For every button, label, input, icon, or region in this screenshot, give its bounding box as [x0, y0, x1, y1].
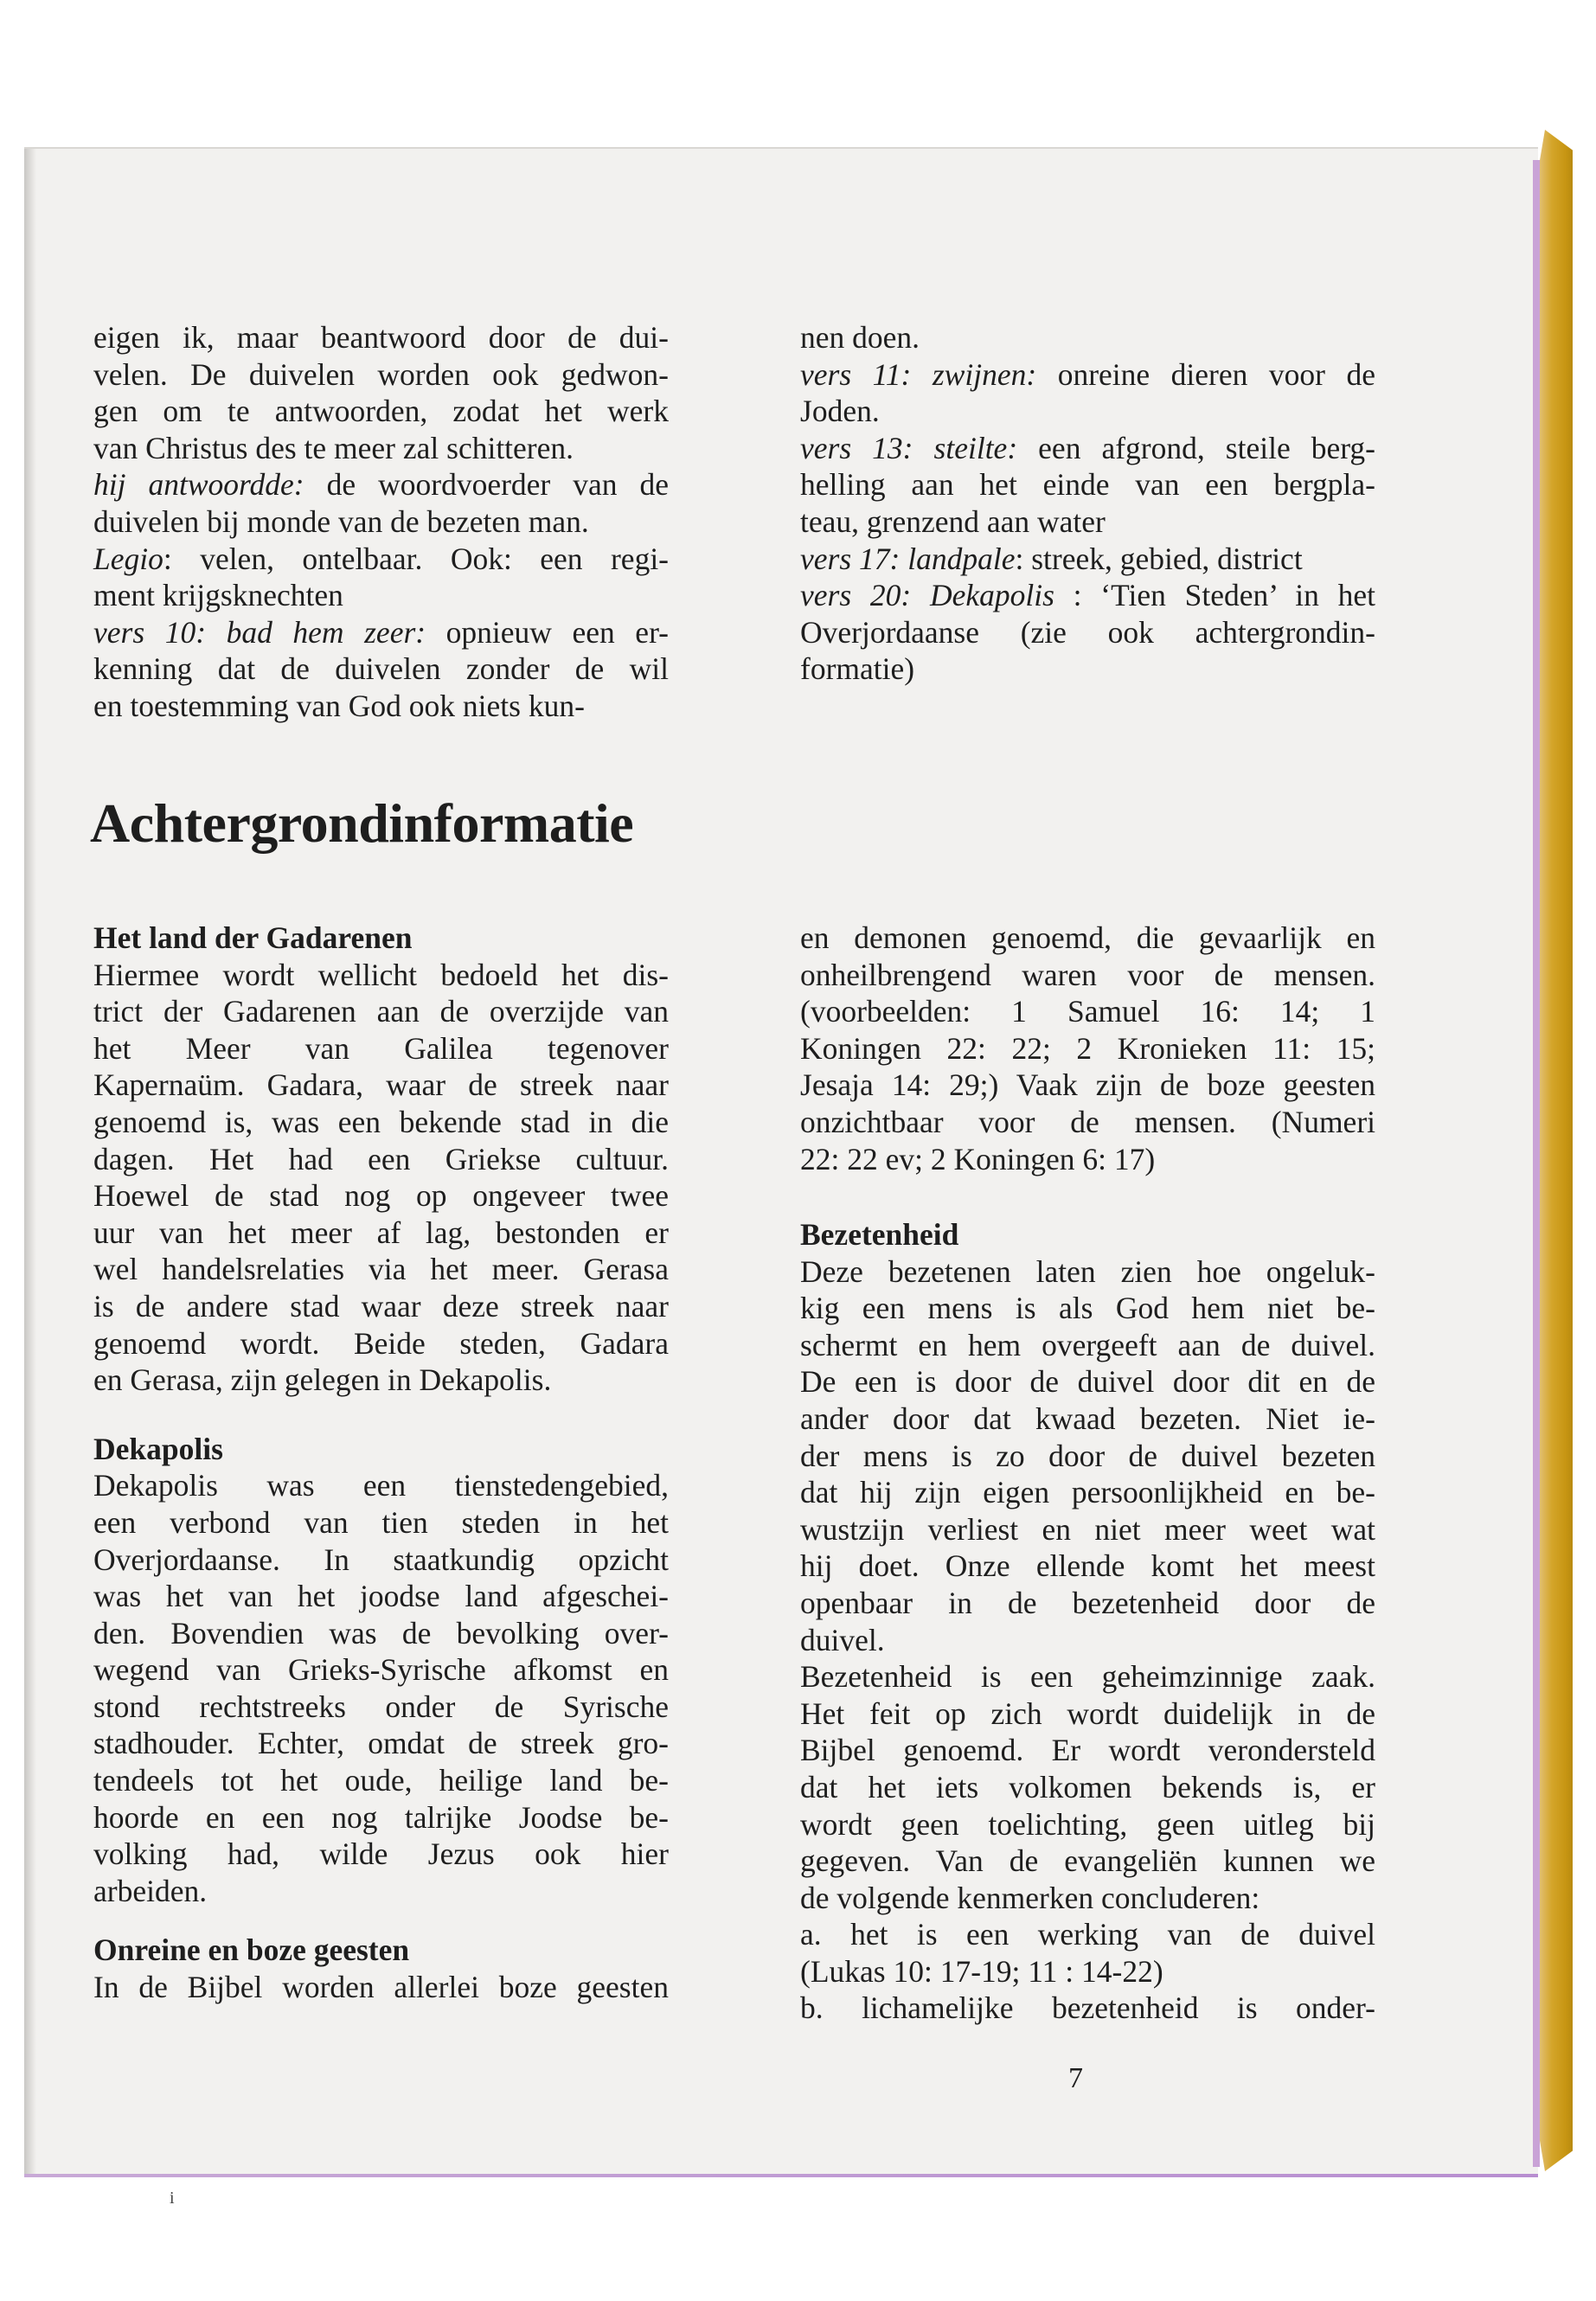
text-line: (Lukas 10: 17-19; 11 : 14-22)	[800, 1953, 1163, 1989]
text-line: der mens is zo door de duivel bezeten	[800, 1438, 1375, 1473]
text-line: en demonen genoemd, die gevaarlijk en	[800, 920, 1375, 955]
text-line: Bezetenheid is een geheimzinnige zaak.	[800, 1659, 1375, 1695]
verse-reference: vers 17: landpale	[800, 541, 1016, 576]
text-line: Overjordaanse. In staatkundig opzicht	[93, 1541, 669, 1577]
text-line: en Gerasa, zijn gelegen in Dekapolis.	[93, 1362, 552, 1398]
text-line: en toestemming van God ook niets kun-	[93, 688, 585, 723]
text-line: wegend van Grieks-Syrische afkomst en	[93, 1652, 669, 1688]
text-line: ment krijgsknechten	[93, 578, 343, 613]
bottom-mark: i	[170, 2189, 175, 2208]
text-line: gen om te antwoorden, zodat het werk	[93, 394, 669, 429]
text-line: Hiermee wordt wellicht bedoeld het dis-	[93, 957, 669, 992]
verse-reference: vers 10: bad hem zeer:	[93, 614, 426, 650]
text-line: helling aan het einde van een bergpla-	[800, 467, 1375, 503]
text-line: hij antwoordde: de woordvoerder van de	[93, 467, 670, 503]
text-line: Jesaja 14: 29;) Vaak zijn de boze geesten	[800, 1067, 1375, 1103]
text-line: De een is door de duivel door dit en de	[800, 1364, 1375, 1400]
text-line: nen doen.	[800, 320, 920, 355]
text-line: Overjordaanse (zie ook achtergrondin-	[800, 614, 1375, 650]
text-line: uur van het meer af lag, bestonden er	[93, 1215, 669, 1250]
text-line: Hoewel de stad nog op ongeveer twee	[93, 1178, 669, 1214]
text-line: wordt geen toelichting, geen uitleg bij	[800, 1806, 1375, 1842]
text-line: onzichtbaar voor de mensen. (Numeri	[800, 1104, 1375, 1139]
subsection-heading: Het land der Gadarenen	[93, 920, 413, 955]
text-line: Het feit op zich wordt duidelijk in de	[800, 1695, 1375, 1731]
text-line: dat hij zijn eigen persoonlijkheid en be-	[800, 1475, 1375, 1510]
text-line: het Meer van Galilea tegenover	[93, 1030, 669, 1066]
text-line: velen. De duivelen worden ook gedwon-	[93, 356, 669, 392]
text-line: was het van het joodse land afgeschei-	[93, 1579, 669, 1614]
text-line: onheilbrengend waren voor de mensen.	[800, 957, 1375, 992]
text-line: In de Bijbel worden allerlei boze geesten	[93, 1970, 669, 2005]
text-line: trict der Gadarenen aan de overzijde van	[93, 994, 669, 1029]
text-line: tendeels tot het oude, heilige land be-	[93, 1763, 669, 1798]
text-line: genoemd is, was een bekende stad in die	[93, 1104, 669, 1139]
text-line: Deze bezetenen laten zien hoe ongeluk-	[800, 1253, 1375, 1289]
text-line: vers 13: steilte: een afgrond, steile berg-	[800, 430, 1375, 465]
text-line: duivelen bij monde van de bezeten man.	[93, 503, 589, 539]
text-line: vers 20: Dekapolis : ‘Tien Steden’ in het	[800, 578, 1375, 613]
right-column-bezetenheid	[800, 1216, 1375, 2027]
text-line: Legio: velen, ontelbaar. Ook: een regi-	[93, 541, 669, 576]
text-line: (voorbeelden: 1 Samuel 16: 14; 1	[800, 994, 1375, 1029]
text-line: vers 10: bad hem zeer: opnieuw een er-	[93, 614, 669, 650]
text-line: formatie)	[800, 651, 915, 687]
subsection-heading: Bezetenheid	[800, 1217, 959, 1252]
text-line: Dekapolis was een tienstedengebied,	[93, 1468, 669, 1503]
text-line: a. het is een werking van de duivel	[800, 1917, 1375, 1952]
text-line: teau, grenzend aan water	[800, 503, 1106, 539]
text-line: hoorde en een nog talrijke Joodse be-	[93, 1799, 669, 1835]
text-line: b. lichamelijke bezetenheid is onder-	[800, 1990, 1375, 2026]
text-line: genoemd wordt. Beide steden, Gadara	[93, 1325, 669, 1361]
text-line: wustzijn verliest en niet meer weet wat	[800, 1511, 1375, 1547]
text-line: dat het iets volkomen bekends is, er	[800, 1769, 1375, 1804]
text-line: kenning dat de duivelen zonder de wil	[93, 651, 669, 687]
text-line: een verbond van tien steden in het	[93, 1504, 669, 1540]
text-line: volking had, wilde Jezus ook hier	[93, 1836, 669, 1872]
right-column-continuation	[800, 920, 1375, 1177]
text-line: is de andere stad waar deze streek naar	[93, 1288, 669, 1324]
right-column-notes	[800, 319, 1375, 688]
text-line: dagen. Het had een Griekse cultuur.	[93, 1141, 669, 1176]
verse-reference: vers 11: zwijnen:	[800, 356, 1037, 392]
text-line: de volgende kenmerken concluderen:	[800, 1880, 1260, 1915]
text-line: schermt en hem overgeeft aan de duivel.	[800, 1327, 1375, 1362]
text-line: arbeiden.	[93, 1873, 208, 1908]
text-line: vers 17: landpale: streek, gebied, district	[800, 541, 1303, 576]
section-title: Achtergrondinformatie	[90, 792, 634, 854]
text-line: hij doet. Onze ellende komt het meest	[800, 1548, 1375, 1584]
subsection-heading: Dekapolis	[93, 1431, 223, 1466]
verse-reference: vers 13: steilte:	[800, 430, 1018, 465]
text-line: Kapernaüm. Gadara, waar de streek naar	[93, 1067, 669, 1103]
text-line: stond rechtstreeks onder de Syrische	[93, 1689, 669, 1724]
text-line: gegeven. Van de evangeliën kunnen we	[800, 1843, 1375, 1879]
page-number: 7	[1068, 2062, 1083, 2094]
verse-reference: vers 20: Dekapolis	[800, 578, 1054, 613]
text-line: duivel.	[800, 1622, 885, 1657]
page-bottom-edge	[24, 2174, 1538, 2177]
left-column-background-info	[93, 920, 669, 2006]
page-spine-shadow	[24, 149, 36, 2177]
book-edge-gold	[1538, 130, 1573, 2171]
text-line: kig een mens is als God hem niet be-	[800, 1291, 1375, 1326]
text-line: Joden.	[800, 394, 880, 429]
left-column-notes	[93, 319, 669, 725]
text-line: den. Bovendien was de bevolking over-	[93, 1615, 669, 1650]
text-line: ander door dat kwaad bezeten. Niet ie-	[800, 1400, 1375, 1436]
text-line: Koningen 22: 22; 2 Kronieken 11: 15;	[800, 1030, 1375, 1066]
text-line: Bijbel genoemd. Er wordt verondersteld	[800, 1733, 1375, 1768]
text-line: 22: 22 ev; 2 Koningen 6: 17)	[800, 1141, 1156, 1176]
text-line: vers 11: zwijnen: onreine dieren voor de	[800, 356, 1375, 392]
verse-reference: hij antwoordde:	[93, 467, 304, 503]
text-line: openbaar in de bezetenheid door de	[800, 1585, 1375, 1620]
text-line: wel handelsrelaties via het meer. Gerasa	[93, 1252, 669, 1287]
text-line: stadhouder. Echter, omdat de streek gro-	[93, 1726, 669, 1761]
subsection-heading: Onreine en boze geesten	[93, 1932, 410, 1968]
text-line: eigen ik, maar beantwoord door de dui-	[93, 320, 669, 355]
text-line: van Christus des te meer zal schitteren.	[93, 430, 574, 465]
book-edge-pink	[1533, 160, 1540, 2167]
verse-reference: Legio	[93, 541, 163, 576]
